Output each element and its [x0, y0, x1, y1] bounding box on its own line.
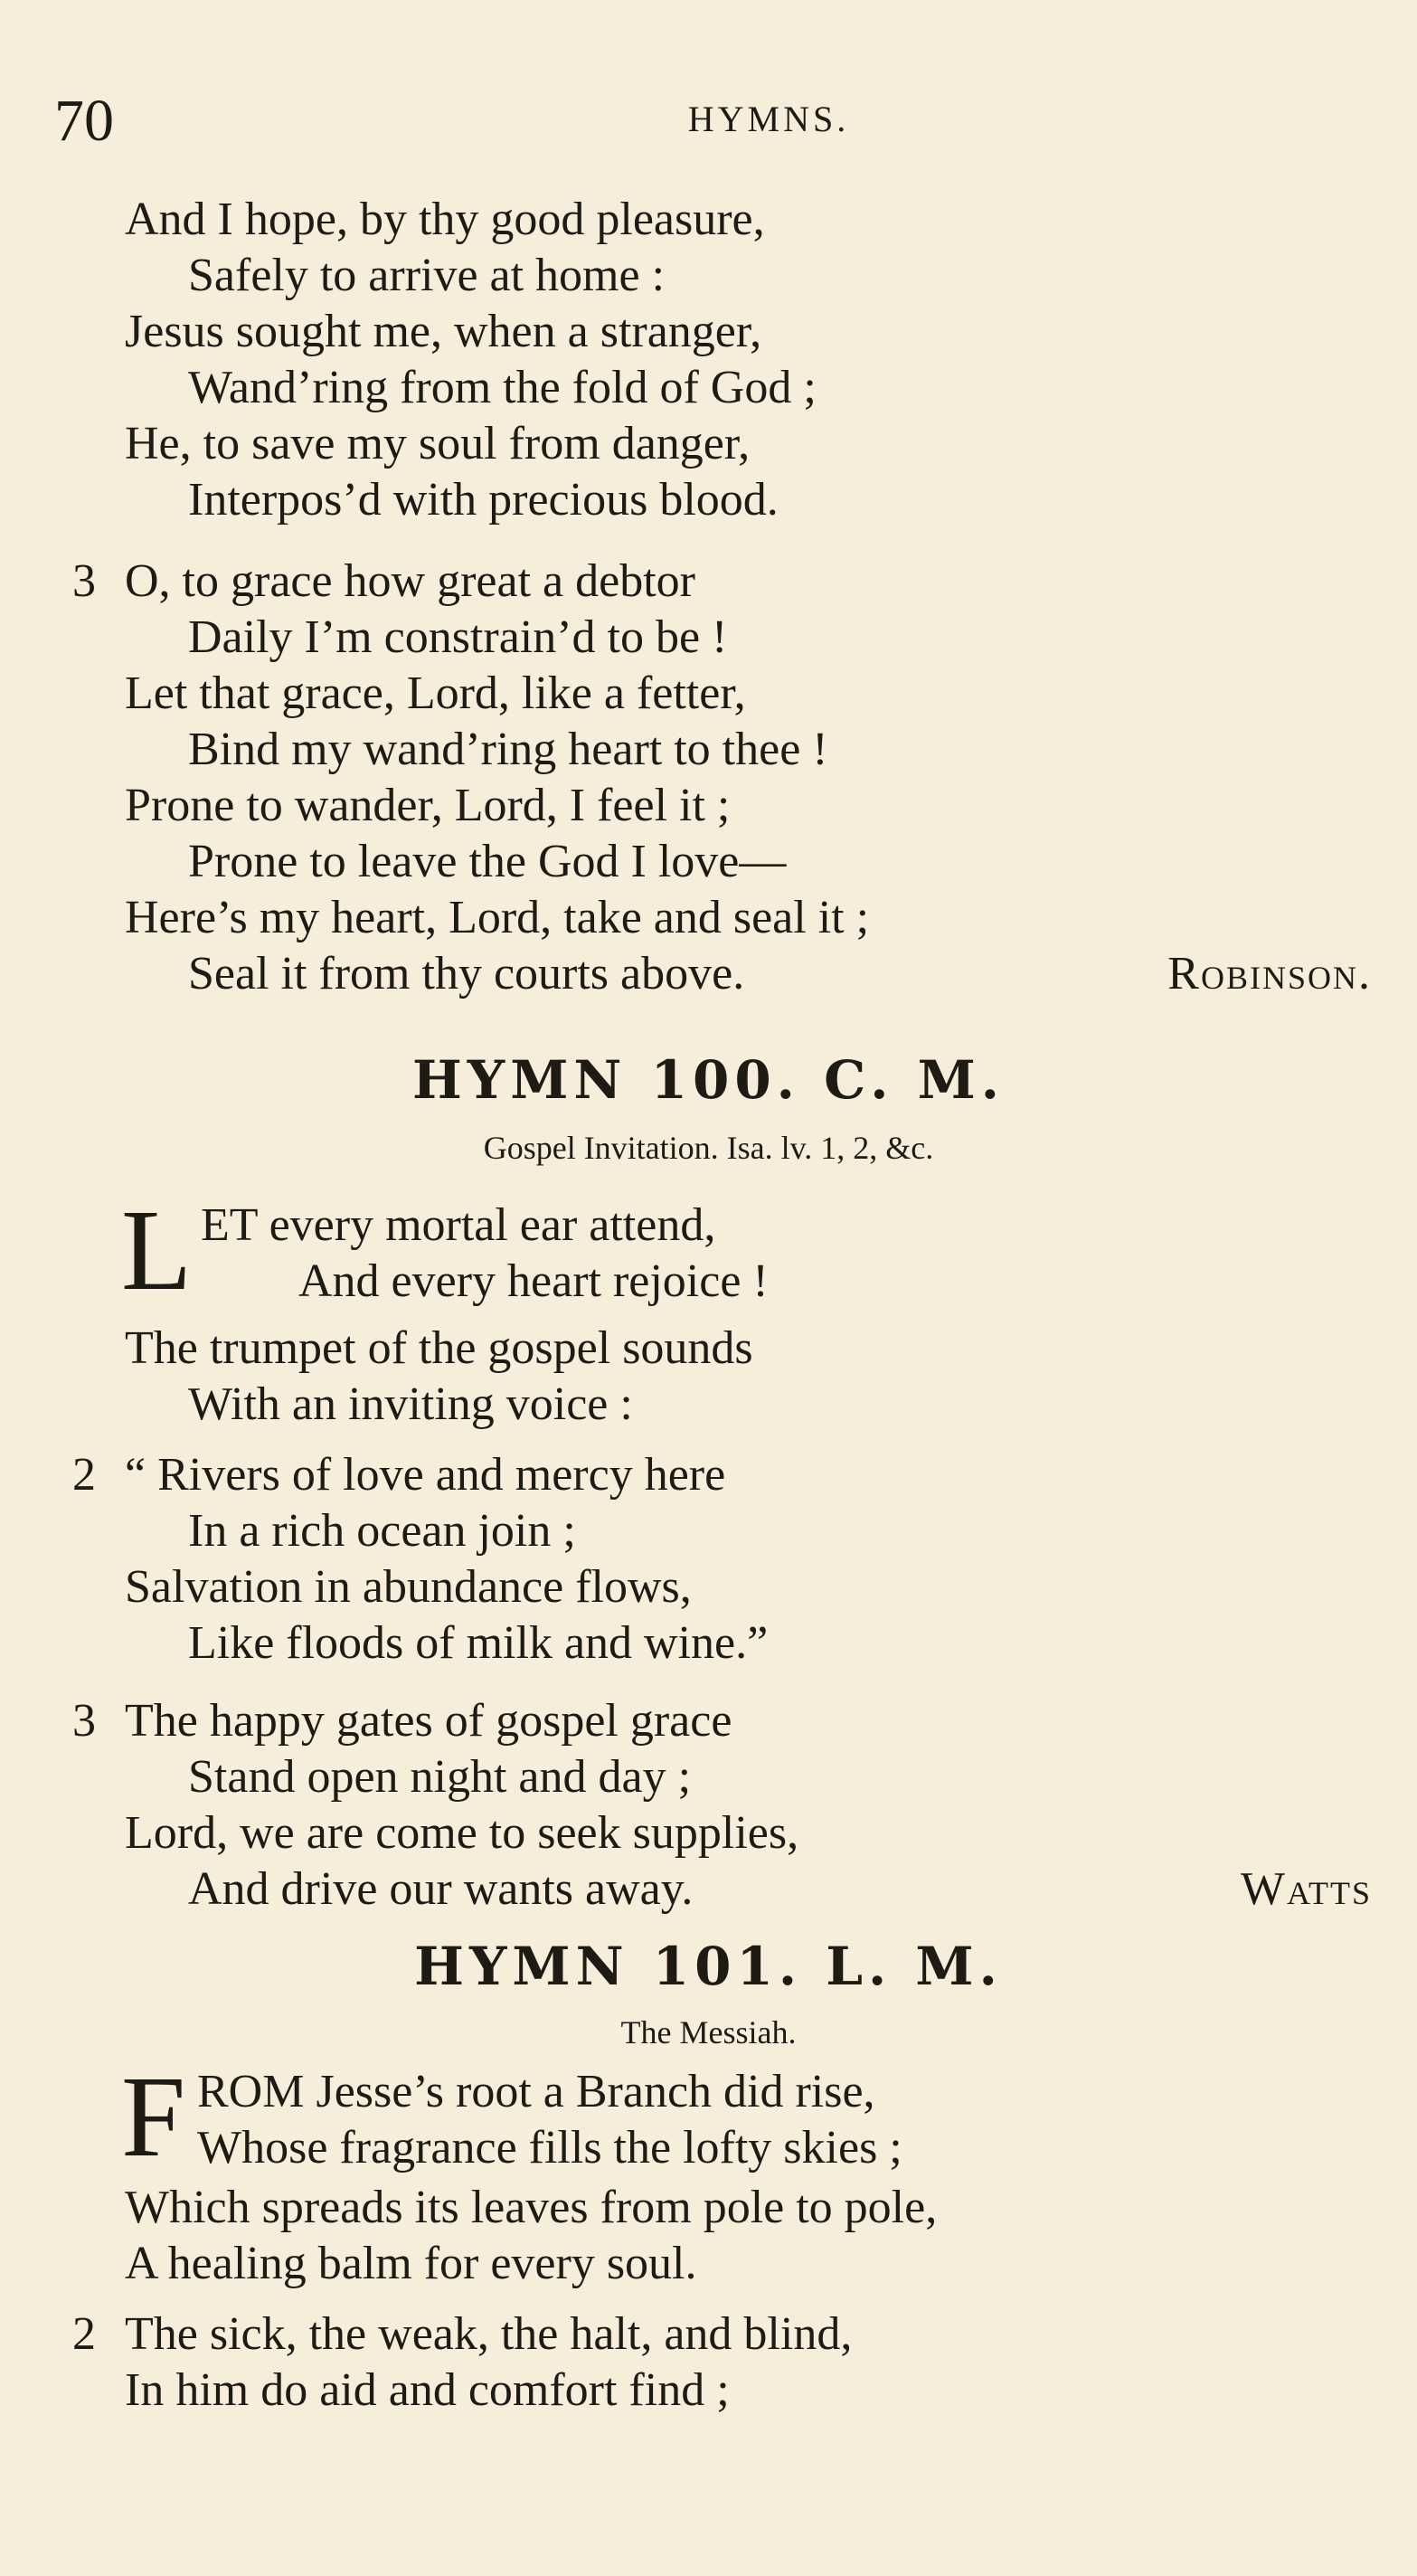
verse-line: Prone to leave the God I love—: [188, 836, 787, 887]
verse-line: The sick, the weak, the halt, and blind,: [125, 2308, 853, 2360]
author-attribution: Watts: [1240, 1863, 1372, 1915]
verse-number: 3: [72, 555, 96, 607]
verse-line: The trumpet of the gospel sounds: [125, 1322, 753, 1374]
verse-line: Safely to arrive at home :: [188, 250, 666, 301]
hymn-title: HYMN 101. L. M.: [414, 1936, 1003, 1997]
author-attribution: Robinson.: [1167, 948, 1372, 999]
verse-line: Here’s my heart, Lord, take and seal it ;: [125, 892, 870, 943]
verse-line: In him do aid and comfort find ;: [125, 2364, 730, 2416]
verse-number: 3: [72, 1695, 96, 1747]
drop-cap: L: [121, 1186, 193, 1314]
verse-line: ET every mortal ear attend,: [201, 1199, 716, 1251]
verse-number: 2: [72, 2308, 96, 2360]
verse-number: 2: [72, 1449, 96, 1501]
verse-line: Whose fragrance fills the lofty skies ;: [197, 2122, 902, 2174]
verse-line: Let that grace, Lord, like a fetter,: [125, 668, 746, 719]
verse-line: Jesus sought me, when a stranger,: [125, 306, 762, 357]
verse-line: O, to grace how great a debtor: [125, 555, 695, 607]
verse-line: ROM Jesse’s root a Branch did rise,: [197, 2066, 875, 2117]
hymn-title: HYMN 100. C. M.: [412, 1049, 1005, 1111]
page-number: 70: [54, 88, 114, 154]
verse-line: And I hope, by thy good pleasure,: [125, 194, 765, 245]
verse-line: Lord, we are come to seek supplies,: [125, 1807, 799, 1859]
verse-line: Salvation in abundance flows,: [125, 1561, 692, 1613]
verse-line: The happy gates of gospel grace: [125, 1695, 732, 1747]
verse-line: And every heart rejoice !: [298, 1255, 769, 1307]
hymn-subtitle: Gospel Invitation. Isa. lv. 1, 2, &c.: [483, 1130, 934, 1166]
verse-line: Prone to wander, Lord, I feel it ;: [125, 780, 731, 831]
verse-line: And drive our wants away.: [188, 1863, 694, 1915]
running-title: HYMNS.: [687, 99, 850, 139]
page-header: [54, 85, 1363, 157]
verse-line: Seal it from thy courts above.: [188, 948, 745, 999]
hymn-subtitle: The Messiah.: [620, 2014, 797, 2050]
verse-line: With an inviting voice :: [188, 1378, 633, 1430]
verse-line: Wand’ring from the fold of God ;: [188, 362, 817, 413]
verse-line: In a rich ocean join ;: [188, 1505, 576, 1557]
verse-line: “ Rivers of love and mercy here: [125, 1449, 726, 1501]
drop-cap: F: [121, 2052, 186, 2181]
verse-line: Like floods of milk and wine.”: [188, 1617, 769, 1669]
verse-line: Daily I’m constrain’d to be !: [188, 611, 728, 663]
verse-line: Interpos’d with precious blood.: [188, 474, 779, 526]
verse-line: A healing balm for every soul.: [125, 2238, 697, 2289]
verse-line: He, to save my soul from danger,: [125, 418, 751, 469]
verse-line: Which spreads its leaves from pole to pole,: [125, 2182, 938, 2233]
verse-line: Bind my wand’ring heart to thee !: [188, 724, 828, 775]
verse-line: Stand open night and day ;: [188, 1751, 692, 1803]
